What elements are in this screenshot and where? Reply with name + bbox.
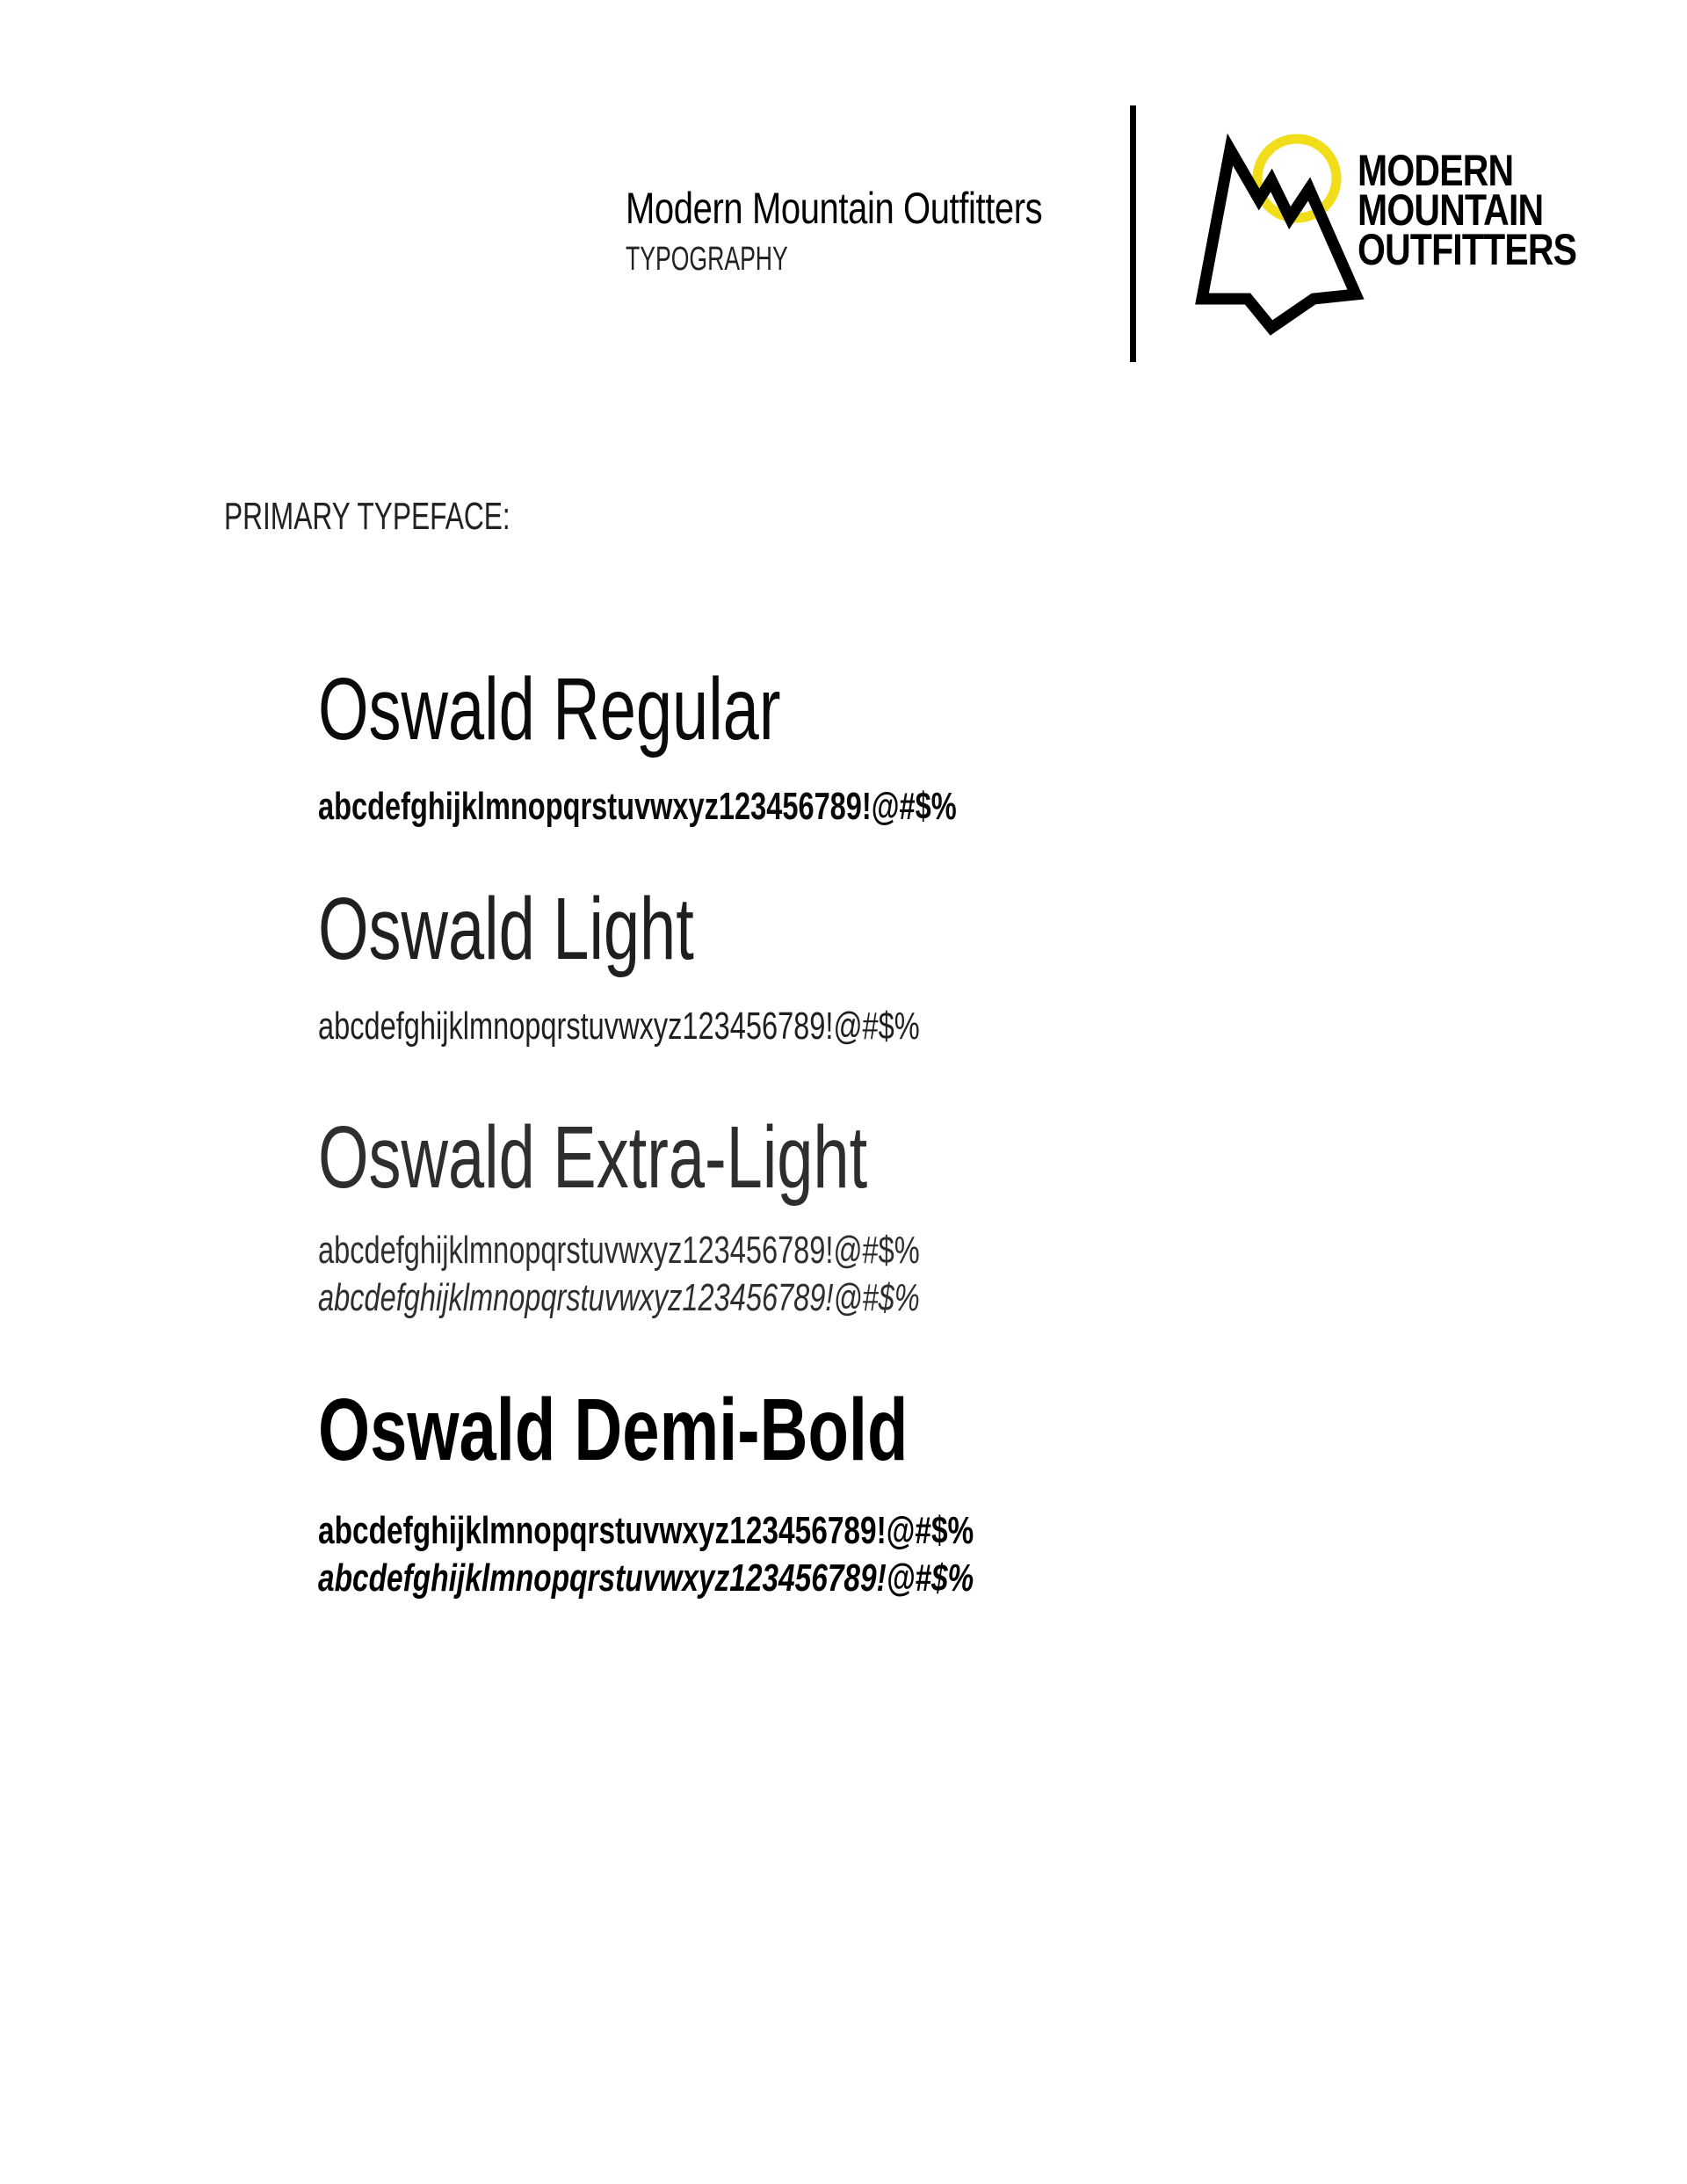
specimen-sample-demi-bold: abcdefghijklmnopqrstuvwxyz123456789!@#$% xyxy=(318,1509,974,1552)
specimen-name-regular: Oswald Regular xyxy=(318,660,781,758)
document-subtitle: TYPOGRAPHY xyxy=(626,241,788,278)
header-divider xyxy=(1130,105,1136,362)
section-label: PRIMARY TYPEFACE: xyxy=(224,495,510,538)
document-title: Modern Mountain Outfitters xyxy=(626,184,1043,233)
logo-wordmark-line: MODERN xyxy=(1358,146,1514,195)
mountain-sun-icon xyxy=(1191,127,1366,343)
specimen-sample-extra-light-italic: abcdefghijklmnopqrstuvwxyz123456789!@#$% xyxy=(318,1276,920,1319)
logo-wordmark-line: MOUNTAIN xyxy=(1358,185,1544,235)
specimen-sample-demi-bold-italic: abcdefghijklmnopqrstuvwxyz123456789!@#$% xyxy=(318,1556,974,1600)
specimen-name-light: Oswald Light xyxy=(318,880,694,978)
logo-wordmark xyxy=(1358,146,1577,274)
specimen-name-extra-light: Oswald Extra-Light xyxy=(318,1108,868,1207)
specimen-sample-extra-light: abcdefghijklmnopqrstuvwxyz123456789!@#$% xyxy=(318,1229,920,1272)
logo-wordmark-line: OUTFITTERS xyxy=(1358,225,1577,274)
specimen-sample-light: abcdefghijklmnopqrstuvwxyz123456789!@#$% xyxy=(318,1005,920,1048)
specimen-name-demi-bold: Oswald Demi-Bold xyxy=(318,1381,909,1479)
specimen-sample-regular: abcdefghijklmnopqrstuvwxyz123456789!@#$% xyxy=(318,785,957,828)
